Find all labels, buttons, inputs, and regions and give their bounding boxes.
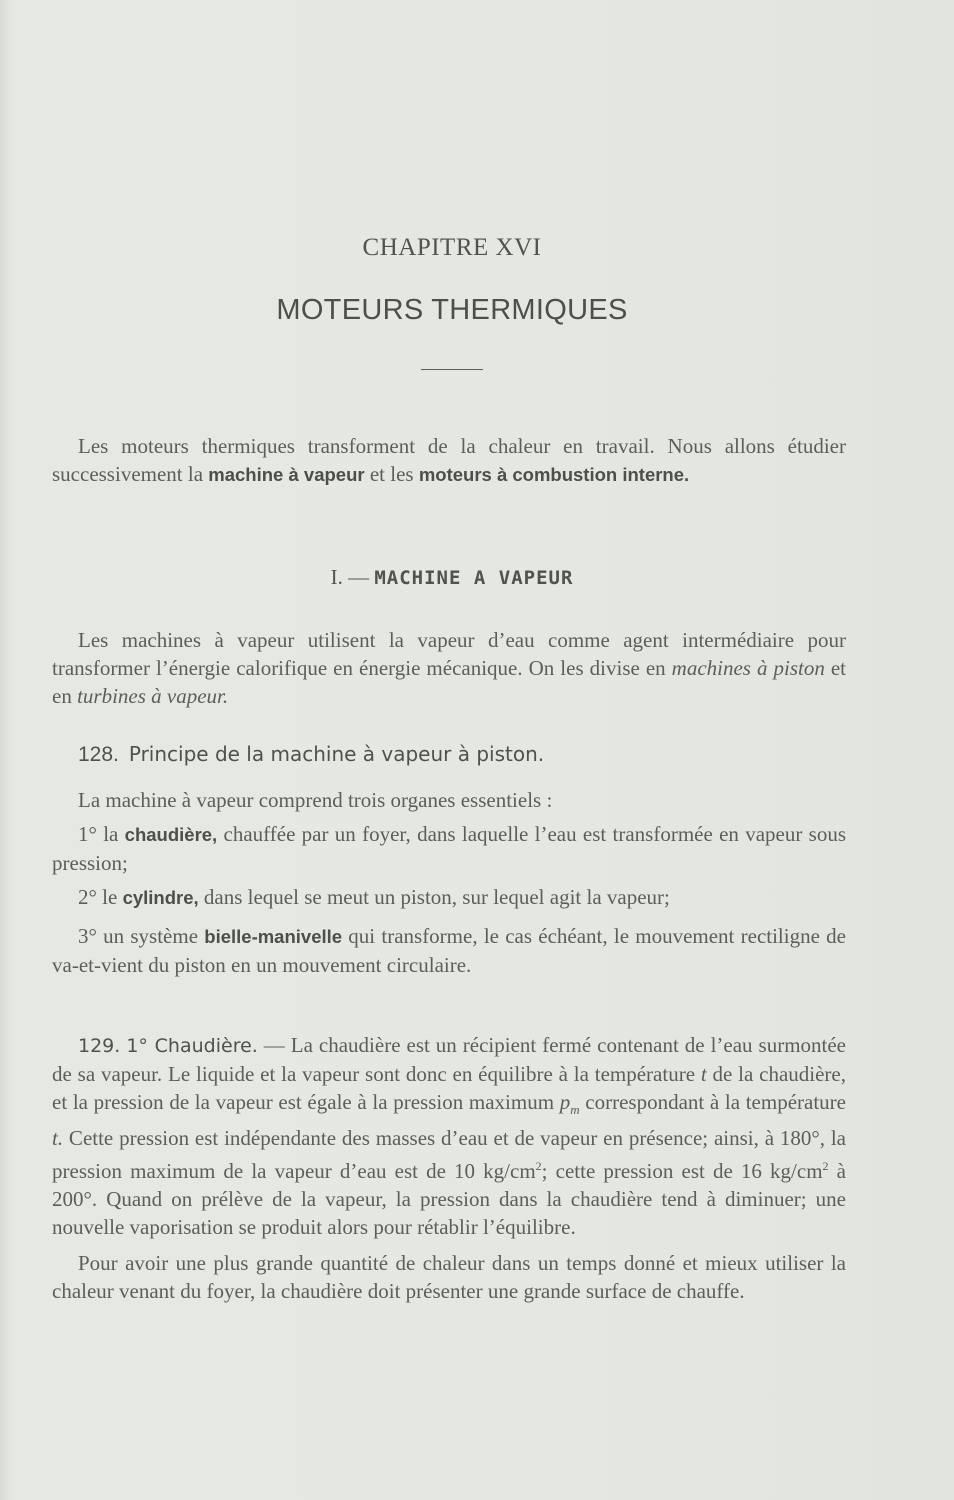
item-prefix: 3° un système	[78, 924, 205, 948]
para-129-paragraph	[52, 1031, 846, 1241]
para-129-body	[52, 1031, 846, 1305]
para-129-text: — La chaudière est un récipient fermé contenant de l’eau surmontée de sa vapeur. Le liquide et la vapeur sont donc en équilibre à la température	[52, 1033, 847, 1086]
item-text: dans lequel se meut un piston, sur lequel agit la vapeur;	[198, 885, 670, 909]
item-bold-term: cylindre,	[122, 887, 199, 908]
section-intro-paragraph	[52, 626, 846, 710]
variable-t-2: t.	[52, 1126, 64, 1151]
section-intro-text-2: et en	[52, 656, 847, 708]
para-128-heading	[78, 742, 544, 767]
intro-bold-moteurs: moteurs à combustion interne.	[418, 464, 690, 485]
item-text: qui transforme, le cas échéant, le mouvement rectiligne de va-et-vient du piston en un mouvement circulaire.	[52, 924, 846, 977]
intro-paragraph	[52, 432, 846, 489]
item-bold-term: bielle-manivelle	[204, 926, 343, 947]
chapter-label: CHAPITRE XVI	[362, 234, 542, 261]
variable-t: t	[700, 1062, 707, 1086]
superscript-2: 2	[822, 1159, 829, 1174]
chapter-title: MOTEURS THERMIQUES	[276, 294, 628, 326]
para-129-text: à 200°. Quand on prélève de la vapeur, la pression dans la chaudière tend à diminuer; une nouvelle vaporisation se produit alors pour rétablir l’équilibre.	[52, 1159, 846, 1240]
italic-turbines: turbines à vapeur.	[77, 684, 229, 708]
item-prefix: 1° la	[78, 822, 125, 846]
section-intro-text: Les machines à vapeur utilisent la vapeur d’eau comme agent intermédiaire pour transformer l’énergie calorifique en énergie mécanique. On les divise en	[52, 628, 846, 680]
title-rule	[421, 369, 483, 370]
item-text: chauffée par un foyer, dans laquelle l’eau est transformée en vapeur sous pression;	[52, 822, 846, 875]
list-item-cylindre	[52, 883, 846, 912]
superscript-2: 2	[535, 1159, 542, 1174]
list-item-chaudiere	[52, 820, 846, 877]
section-number: I. —	[330, 565, 370, 589]
para-129-title: 1° Chaudière.	[126, 1035, 258, 1057]
para-129-number: 129.	[78, 1035, 121, 1057]
para-129-text: de la chaudière, et la pression de la vapeur est égale à la pression maximum	[52, 1062, 846, 1114]
para-129-text: correspondant à la température	[579, 1090, 846, 1114]
intro-text-2: et les	[364, 462, 419, 486]
list-item-bielle	[52, 922, 846, 979]
item-bold-term: chaudière,	[124, 824, 218, 845]
para-128-number: 128.	[78, 743, 119, 766]
para-129-paragraph-2: Pour avoir une plus grande quantité de chaleur dans un temps donné et mieux utiliser la chaleur venant du foyer, la chaudière doit présenter une grande surface de chauffe.	[52, 1251, 846, 1304]
para-128-intro: La machine à vapeur comprend trois organes essentiels :	[78, 788, 553, 812]
intro-text: Les moteurs thermiques transforment de la chaleur en travail. Nous allons étudier successivement la	[52, 434, 846, 486]
variable-p: p	[559, 1090, 571, 1114]
para-129-text: ; cette pression est de 16 kg/cm	[541, 1159, 823, 1184]
section-title: MACHINE A VAPEUR	[374, 567, 574, 589]
para-129-text: Cette pression est indépendante des masses d’eau et de vapeur en présence; ainsi, à 180°, la pression maximum de la vapeur d’eau est de 10 kg/cm	[52, 1126, 846, 1184]
section-heading	[0, 565, 904, 590]
para-128-body	[52, 786, 846, 979]
para-128-title: Principe de la machine à vapeur à piston.	[128, 742, 545, 766]
italic-machines-piston: machines à piston	[671, 656, 825, 680]
intro-bold-machine: machine à vapeur	[208, 464, 365, 485]
item-prefix: 2° le	[78, 885, 123, 909]
variable-p-subscript: m	[570, 1102, 580, 1118]
